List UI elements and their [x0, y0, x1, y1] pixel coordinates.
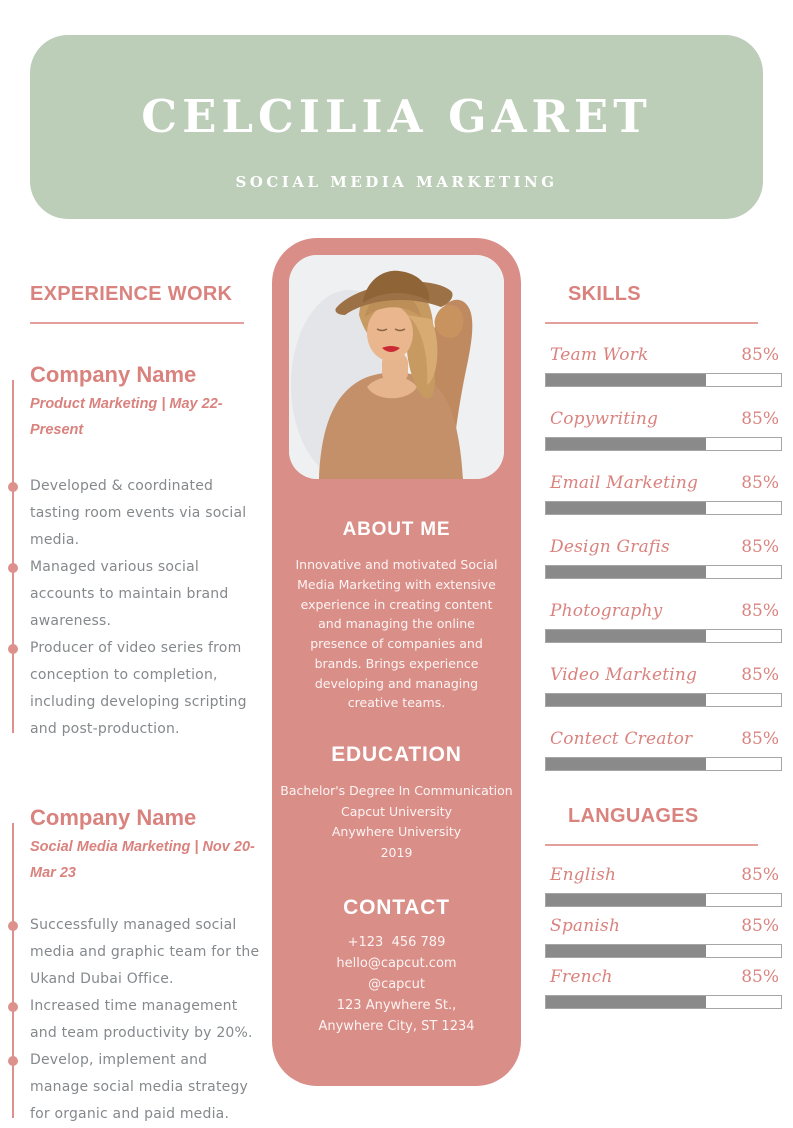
job-bullet: Develop, implement and manage social media strategy for organic and paid media.: [30, 1047, 265, 1128]
skill-percent: 85%: [741, 665, 779, 685]
language-row: [545, 916, 782, 958]
skill-row: [545, 601, 782, 643]
contact-handle: @capcut: [368, 976, 425, 992]
person-name: CELCILIA GARET: [141, 89, 652, 143]
job-bullet: Producer of video series from conception to completion, including developing scripting and post-production.: [30, 635, 265, 743]
person-role: SOCIAL MEDIA MARKETING: [235, 172, 558, 191]
timeline-line: [12, 823, 14, 1118]
skill-row: [545, 665, 782, 707]
experience-job-1: [30, 362, 265, 743]
languages-heading: LANGUAGES: [568, 805, 699, 827]
job-bullet-list: [30, 912, 265, 1128]
skill-bar: [545, 501, 782, 515]
skill-bar-fill: [546, 630, 706, 642]
skill-bar: [545, 629, 782, 643]
skill-bar-fill: [546, 694, 706, 706]
language-bar: [545, 995, 782, 1009]
job-bullet: Successfully managed social media and graphic team for the Ukand Dubai Office.: [30, 912, 265, 993]
experience-heading: EXPERIENCE WORK: [30, 283, 233, 305]
education-line: Anywhere University: [331, 824, 462, 840]
skill-label: Copywriting: [550, 409, 659, 429]
header-band: [30, 35, 763, 219]
language-percent: 85%: [741, 865, 779, 885]
language-row: [545, 967, 782, 1009]
language-percent: 85%: [741, 916, 779, 936]
skill-bar: [545, 437, 782, 451]
profile-photo: [289, 255, 504, 479]
job-bullet: Increased time management and team productivity by 20%.: [30, 993, 265, 1047]
about-text: Innovative and motivated Social Media Marketing with extensive experience in creating content and managing the online presence of companies and brands. Brings experience developing and managing creative teams.: [295, 557, 498, 711]
language-label: French: [550, 967, 613, 987]
language-bar-fill: [546, 945, 706, 957]
skill-percent: 85%: [741, 473, 779, 493]
job-bullet: Managed various social accounts to maintain brand awareness.: [30, 554, 265, 635]
education-heading: EDUCATION: [331, 743, 462, 766]
contact-heading: CONTACT: [343, 895, 450, 919]
language-bar: [545, 893, 782, 907]
experience-job-2: [30, 805, 265, 1128]
skill-label: Team Work: [550, 345, 649, 365]
skill-bar: [545, 693, 782, 707]
skill-label: Email Marketing: [550, 473, 699, 493]
skill-bar-fill: [546, 566, 706, 578]
languages-divider: [545, 844, 758, 846]
job-role-dates: Product Marketing | May 22-Present: [30, 396, 223, 439]
language-percent: 85%: [741, 967, 779, 987]
education-lines: [272, 781, 521, 864]
skill-percent: 85%: [741, 537, 779, 557]
skill-label: Photography: [550, 601, 663, 621]
skills-list: [545, 345, 782, 771]
skill-bar: [545, 373, 782, 387]
skill-row: [545, 345, 782, 387]
profile-panel: [272, 238, 521, 1086]
skills-divider: [545, 322, 758, 324]
experience-section: [30, 283, 265, 1128]
skill-percent: 85%: [741, 345, 779, 365]
language-row: [545, 865, 782, 907]
job-company-name: Company Name: [30, 362, 197, 387]
language-label: English: [550, 865, 617, 885]
skill-label: Design Grafis: [550, 537, 670, 557]
skill-percent: 85%: [741, 601, 779, 621]
skill-percent: 85%: [741, 409, 779, 429]
timeline-line: [12, 380, 14, 733]
skills-heading: SKILLS: [568, 283, 641, 305]
contact-lines: [272, 932, 521, 1037]
about-heading: ABOUT ME: [342, 519, 451, 540]
contact-address-line-2: Anywhere City, ST 1234: [318, 1018, 475, 1034]
job-role-dates: Social Media Marketing | Nov 20-Mar 23: [30, 839, 255, 882]
language-bar-fill: [546, 996, 706, 1008]
language-label: Spanish: [550, 916, 621, 936]
education-line: 2019: [380, 844, 413, 860]
education-line: Capcut University: [340, 803, 453, 819]
contact-email: hello@capcut.com: [336, 955, 457, 971]
skill-row: [545, 729, 782, 771]
skill-label: Contect Creator: [550, 729, 693, 749]
skill-bar: [545, 757, 782, 771]
languages-list: [545, 865, 782, 1009]
skill-bar-fill: [546, 374, 706, 386]
skill-bar-fill: [546, 438, 706, 450]
skills-section: [545, 283, 782, 1018]
skill-label: Video Marketing: [550, 665, 698, 685]
job-bullet: Developed & coordinated tasting room events via social media.: [30, 473, 265, 554]
education-line: Bachelor's Degree In Communication: [280, 783, 513, 798]
skill-row: [545, 409, 782, 451]
skill-bar-fill: [546, 502, 706, 514]
job-bullet-list: [30, 473, 265, 743]
language-bar: [545, 944, 782, 958]
job-company-name: Company Name: [30, 805, 197, 831]
skill-bar-fill: [546, 758, 706, 770]
experience-divider: [30, 322, 244, 324]
skill-percent: 85%: [741, 729, 779, 749]
languages-section: [545, 805, 782, 1009]
contact-phone: +123 456 789: [347, 934, 446, 950]
language-bar-fill: [546, 894, 706, 906]
contact-address-line-1: 123 Anywhere St.,: [336, 997, 457, 1013]
skill-bar: [545, 565, 782, 579]
skill-row: [545, 537, 782, 579]
skill-row: [545, 473, 782, 515]
woman-portrait-illustration: [289, 255, 504, 479]
